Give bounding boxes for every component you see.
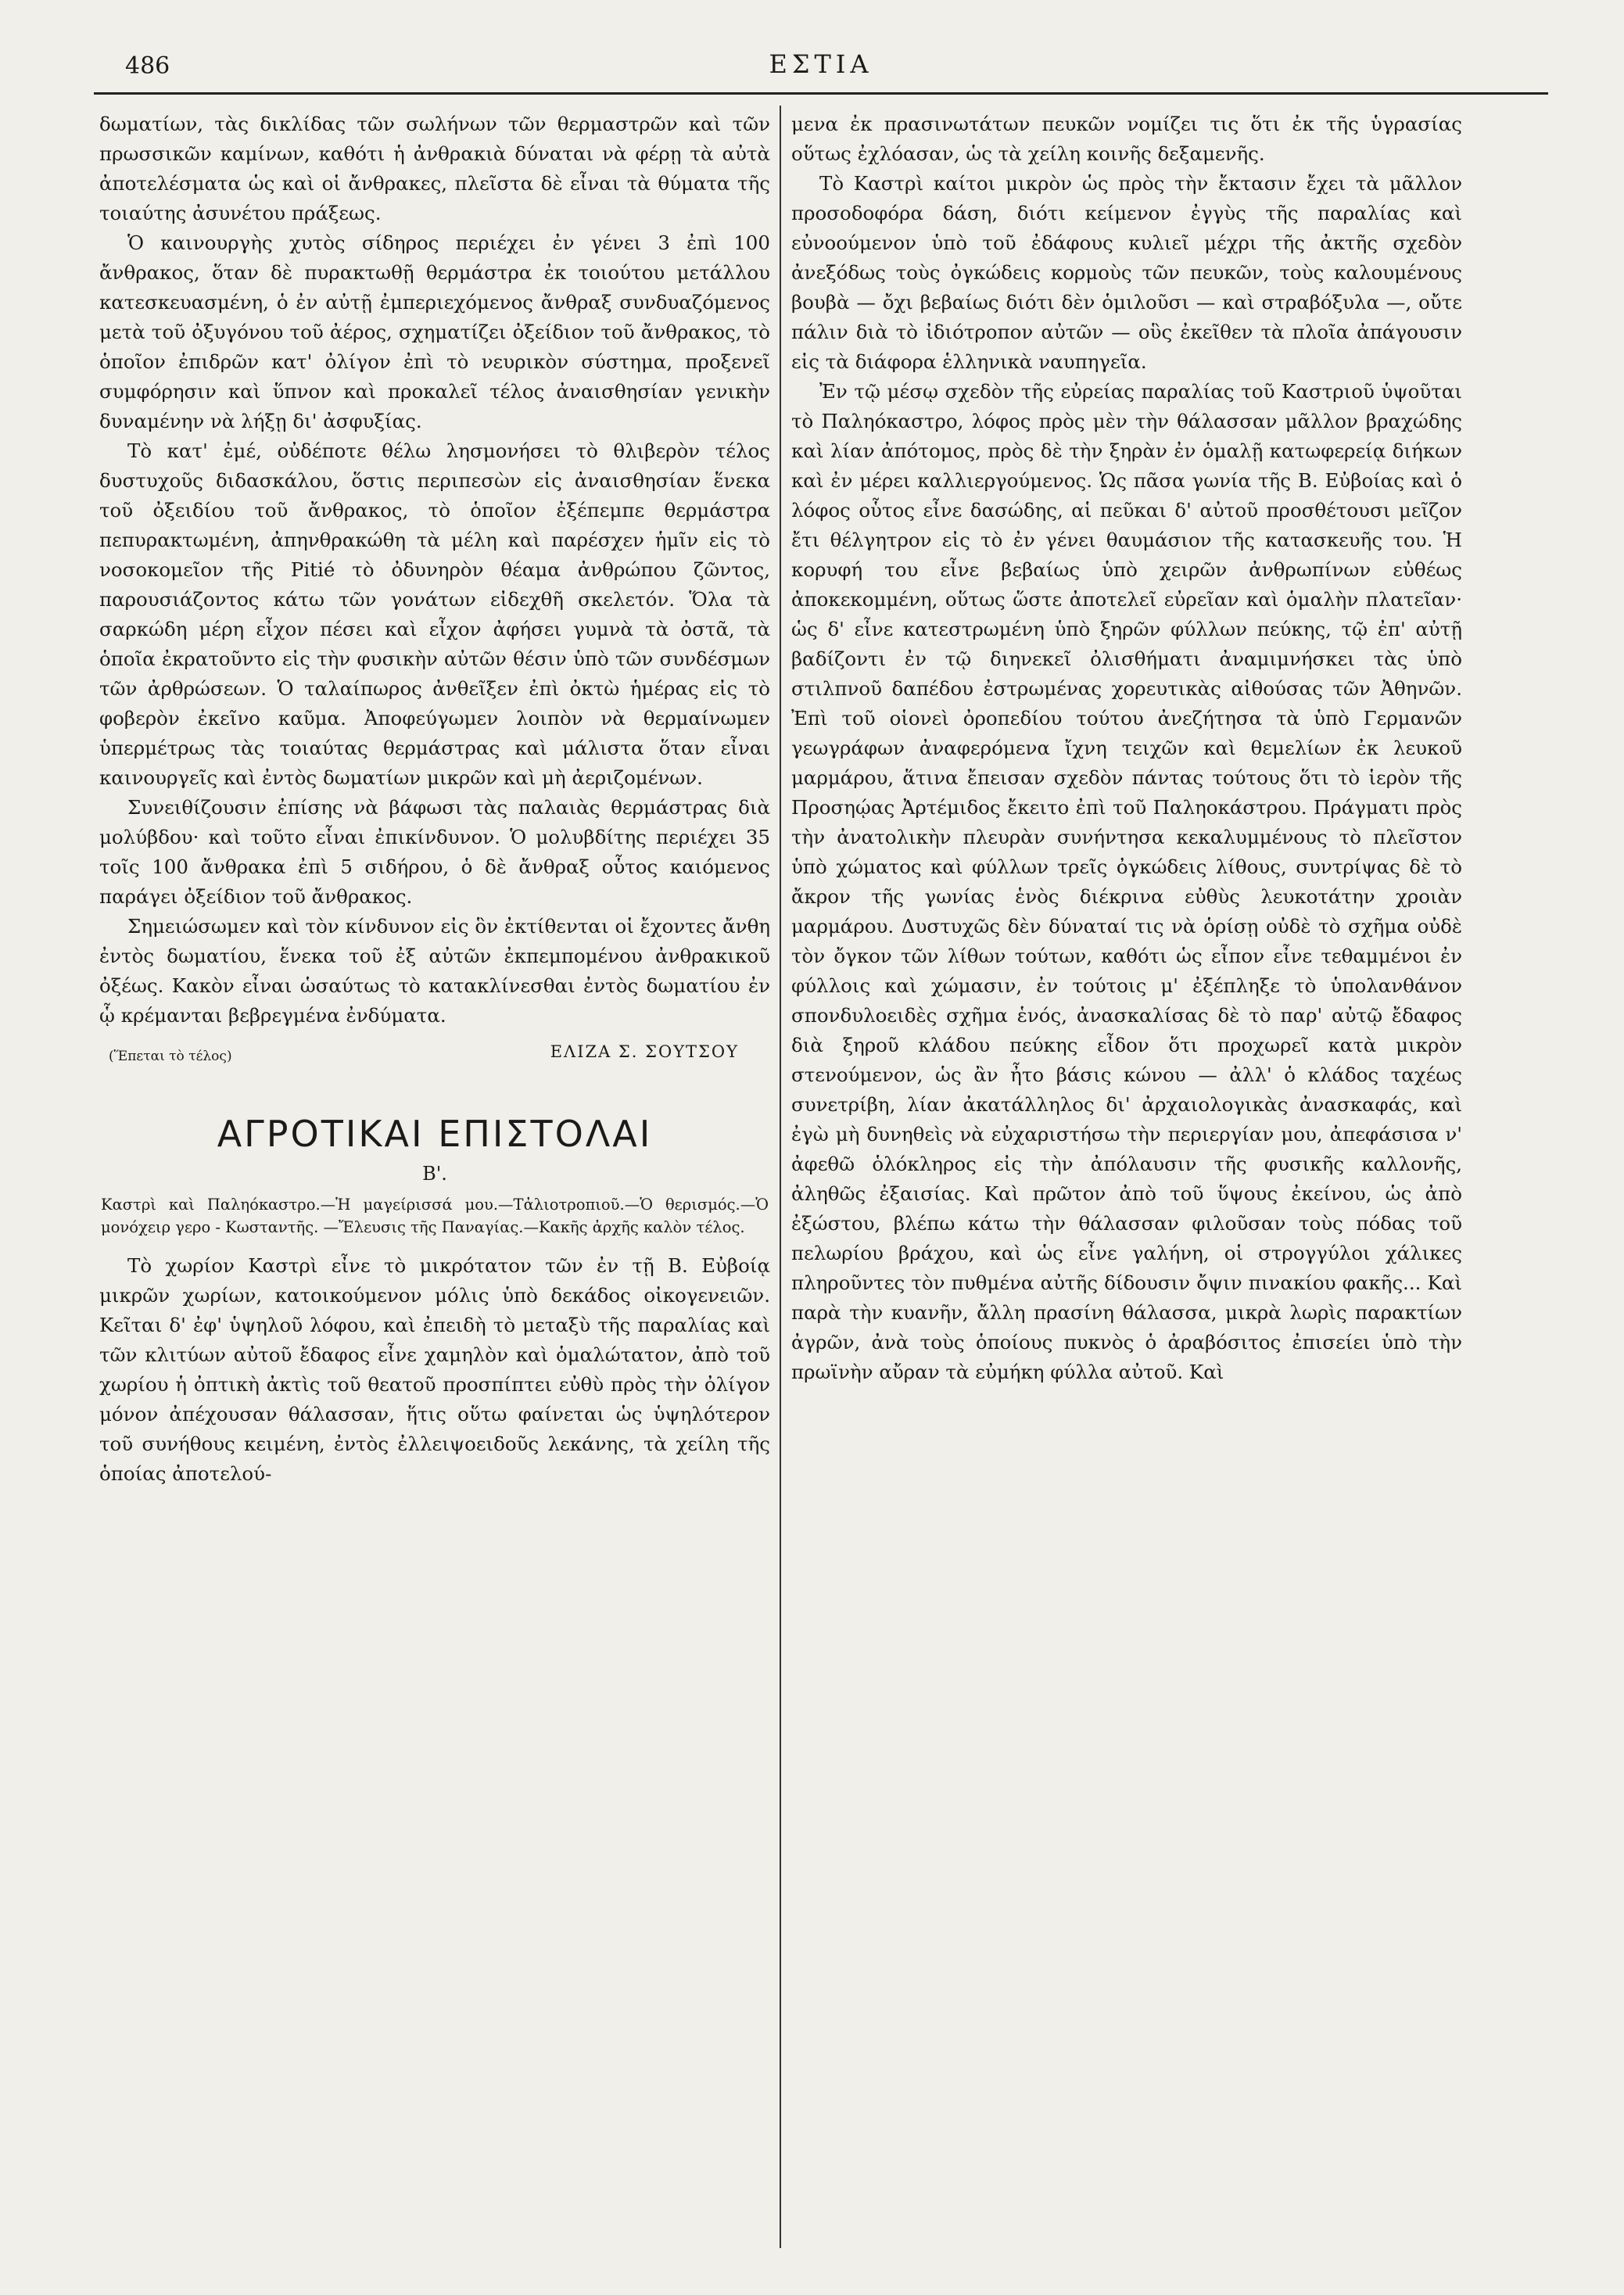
- paragraph: Ἐν τῷ μέσῳ σχεδὸν τῆς εὐρείας παραλίας τοῦ Καστριοῦ ὑψοῦται τὸ Παληόκαστρο, λόφος πρὸς μὲν τὴν θάλασσαν μᾶλλον βραχώδης καὶ λίαν ἀπότομος, πρὸς δὲ τὴν ξηρὰν ἐν ὁμαλῇ κατωφερείᾳ διήκων καὶ ἐν μέρει καλλιεργούμενος. Ὡς πᾶσα γωνία τῆς Β. Εὐβοίας καὶ ὁ λόφος οὗτος εἶνε δασώδης, αἱ πεῦκαι δ' αὐτοῦ προσθέτουσι μεῖζον ἔτι θέλγητρον εἰς τὸ ἐν γένει θαυμάσιον τῆς κατασκευῆς του. Ἡ κορυφή του εἶνε βεβαίως ὑπὸ χειρῶν ἀνθρωπίνων εὐθέως ἀποκεκομμένη, οὕτως ὥστε ἀποτελεῖ εὐρεῖαν καὶ ὁμαλὴν πλατεῖαν· ὡς δ' εἶνε κατεστρωμένη ὑπὸ ξηρῶν φύλλων πεύκης, τῷ ἐπ' αὐτῇ βαδίζοντι ἐν τῷ διηνεκεῖ ὀλισθήματι ἀναμιμνήσκει τὰς ὑπὸ στιλπνοῦ δαπέδου ἐστρωμένας χορευτικὰς αἰθούσας τῶν Ἀθηνῶν. Ἐπὶ τοῦ οἱονεὶ ὀροπεδίου τούτου ἀνεζήτησα τὰ ὑπὸ Γερμανῶν γεωγράφων ἀναφερόμενα ἴχνη τειχῶν καὶ θεμελίων ἐκ λευκοῦ μαρμάρου, ἅτινα ἔπεισαν σχεδὸν πάντας τούτους ὅτι τὸ ἱερὸν τῆς Προσηῴας Ἀρτέμιδος ἔκειτο ἐπὶ τοῦ Παληοκάστρου. Πράγματι πρὸς τὴν ἀνατολικὴν πλευρὰν συνήντησα κεκαλυμμένους τὸ πλεῖστον ὑπὸ χώματος καὶ φύλλων τρεῖς ὀγκώδεις λίθους, συντρίψας δὲ τὸ ἄκρον τῆς γωνίας ἑνὸς διέκρινα εὐθὺς λευκοτάτην χροιὰν μαρμάρου. Δυστυχῶς δὲν δύναταί τις νὰ ὁρίσῃ οὐδὲ τὸ σχῆμα οὐδὲ τὸν ὄγκον τῶν λίθων τούτων, καθότι ὡς εἶπον εἶνε τεθαμμένοι ἐν φύλλοις καὶ χώμασιν, ἐν τούτοις μ' ἐξέπληξε τὸ ὑπολανθάνον σπονδυλοειδὲς σχῆμα ἑνός, ἀνασκαλίσας δὲ τὸ παρ' αὐτῷ ἔδαφος διὰ ξηροῦ κλάδου πεύκης εἶδον ὅτι προχωρεῖ κατὰ μικρὸν στενούμενον, ὡς ἂν ἦτο βάσις κώνου — ἀλλ' ὁ κλάδος ταχέως συνετρίβη, λίαν ἀκατάλληλος δι' ἀρχαιολογικὰς ἀνασκαφάς, καὶ ἐγὼ μὴ δυνηθεὶς νὰ εὐχαριστήσω τὴν περιεργίαν μου, ἀπεφάσισα ν' ἀφεθῶ ὁλόκληρος εἰς τὴν ἀπόλαυσιν τῆς φυσικῆς καλλονῆς, ἀληθῶς ἐξαισίας. Καὶ πρῶτον ἀπὸ τοῦ ὕψους ἐκείνου, ὡς ἀπὸ ἐξώστου, βλέπω κάτω τὴν θάλασσαν φιλοῦσαν τοὺς πόδας τοῦ πελωρίου βράχου, καὶ ὡς εἶνε γαλήνη, οἱ στρογγύλοι χάλικες πληροῦντες τὸν πυθμένα αὐτῆς δίδουσιν ὄψιν πινακίου φακῆς... Καὶ παρὰ τὴν κυανῆν, ἄλλη πρασίνη θάλασσα, μικρὰ λωρὶς παρακτίων ἀγρῶν, ἀνὰ τοὺς ὁποίους πυκνὸς ὁ ἀραβόσιτος ἐπισείει ὑπὸ τὴν πρωϊνὴν αὔραν τὰ εὐμήκη φύλλα αὐτοῦ. Καὶ: [791, 380, 1462, 1383]
- page-number: 486: [125, 52, 170, 80]
- right-column: [791, 109, 1462, 2244]
- paragraph: Συνειθίζουσιν ἐπίσης νὰ βάφωσι τὰς παλαιὰς θερμάστρας διὰ μολύβδου· καὶ τοῦτο εἶναι ἐπικίνδυνον. Ὁ μολυβδίτης περιέχει 35 τοῖς 100 ἄνθρακα ἐπὶ 5 σιδήρου, ὁ δὲ ἄνθραξ οὗτος καιόμενος παράγει ὀξείδιον τοῦ ἄνθρακος.: [99, 796, 770, 908]
- section-title: ΑΓΡΟΤΙΚΑΙ ΕΠΙΣΤΟΛΑΙ: [217, 1113, 653, 1155]
- article-signature: [99, 1035, 770, 1067]
- continuation-note: (Ἕπεται τὸ τέλος): [109, 1049, 232, 1064]
- article-paragraph: Τὸ χωρίον Καστρὶ εἶνε τὸ μικρότατον τῶν ἐν τῇ Β. Εὐβοίᾳ μικρῶν χωρίων, κατοικούμενον μόλις ὑπὸ δεκάδος οἰκογενειῶν. Κεῖται δ' ἐφ' ὑψηλοῦ λόφου, καὶ ἐπειδὴ τὸ μεταξὺ τῆς παραλίας καὶ τῶν κλιτύων αὐτοῦ ἔδαφος εἶνε χαμηλὸν καὶ ὁμαλώτατον, ἀπὸ τοῦ χωρίου ἡ ὀπτικὴ ἀκτὶς τοῦ θεατοῦ προσπίπτει εὐθὺ πρὸς τὴν ὀλίγον μόνον ἀπέχουσαν θάλασσαν, ἥτις οὕτω φαίνεται ὡς ὑψηλότερον τοῦ συνήθους κειμένη, ἐντὸς ἐλλειψοειδοῦς λεκάνης, τὰ χείλη τῆς ὁποίας ἀποτελού-: [99, 1254, 770, 1485]
- section-number: Β'.: [422, 1163, 447, 1185]
- header-rule: [94, 92, 1548, 95]
- page-header: [94, 43, 1548, 90]
- paragraph: Ὁ καινουργὴς χυτὸς σίδηρος περιέχει ἐν γένει 3 ἐπὶ 100 ἄνθρακος, ὅταν δὲ πυρακτωθῇ θερμάστρα ἐκ τοιούτου μετάλλου κατεσκευασμένη, ὁ ἐν αὐτῇ ἐμπεριεχόμενος ἄνθραξ συνδυαζόμενος μετὰ τοῦ ὀξυγόνου τοῦ ἀέρος, σχηματίζει ὀξείδιον τοῦ ἄνθρακος, τὸ ὁποῖον ἐπιδρῶν κατ' ὀλίγον ἐπὶ τὸ νευρικὸν σύστημα, προξενεῖ συμφόρησιν καὶ ὕπνον καὶ προκαλεῖ τέλος ἀναισθησίαν γενικὴν δυναμένην νὰ λήξῃ δι' ἀσφυξίας.: [99, 231, 770, 432]
- paragraph: Τὸ Καστρὶ καίτοι μικρὸν ὡς πρὸς τὴν ἔκτασιν ἔχει τὰ μᾶλλον προσοδοφόρα δάση, διότι κείμενον ἐγγὺς τῆς παραλίας καὶ εὐνοούμενον ὑπὸ τοῦ ἐδάφους κυλιεῖ μέχρι τῆς ἀκτῆς σχεδὸν ἀνεξόδως τοὺς ὀγκώδεις κορμοὺς τῶν πευκῶν, τοὺς καλουμένους βουβὰ — ὄχι βεβαίως διότι δὲν ὁμιλοῦσι — καὶ στραβόξυλα —, οὔτε πάλιν διὰ τὸ ἰδιότροπον αὐτῶν — οὓς ἐκεῖθεν τὰ πλοῖα ἀπάγουσιν εἰς τὰ διάφορα ἑλληνικὰ ναυπηγεῖα.: [791, 172, 1462, 373]
- paragraph: Σημειώσωμεν καὶ τὸν κίνδυνον εἰς ὃν ἐκτίθενται οἱ ἔχοντες ἄνθη ἐντὸς δωματίου, ἕνεκα τοῦ ἐξ αὐτῶν ἐκπεμπομένου ἀνθρακικοῦ ὀξέως. Κακὸν εἶναι ὡσαύτως τὸ κατακλίνεσθαι ἐντὸς δωματίου ἐν ᾧ κρέμανται βεβρεγμένα ἐνδύματα.: [99, 915, 770, 1027]
- section-summary: Καστρὶ καὶ Παληόκαστρο.—Ἡ μαγείρισσά μου.—Τἀλιοτροπιοῦ.—Ὁ θερισμός.—Ὁ μονόχειρ γερο - Κωσταντῆς. —Ἔλευσις τῆς Παναγίας.—Κακῆς ἀρχῆς καλὸν τέλος.: [101, 1196, 769, 1236]
- left-column: [99, 109, 770, 2244]
- author-name: ΕΛΙΖΑ Σ. ΣΟΥΤΣΟΥ: [550, 1042, 739, 1061]
- column-divider: [780, 106, 781, 2248]
- paragraph: Τὸ κατ' ἐμέ, οὐδέποτε θέλω λησμονήσει τὸ θλιβερὸν τέλος δυστυχοῦς διδασκάλου, ὅστις περιπεσὼν εἰς ἀναισθησίαν ἕνεκα τοῦ ὀξειδίου τοῦ ἄνθρακος, τὸ ὁποῖον ἐξέπεμπε θερμάστρα πεπυρακτωμένη, ἀπηνθρακώθη τὰ μέλη καὶ παρέσχεν ἡμῖν εἰς τὸ νοσοκομεῖον τῆς Pitié τὸ ὀδυνηρὸν θέαμα ἀνθρώπου ζῶντος, παρουσιάζοντος κάτω τῶν γονάτων εἰδεχθῆ σκελετόν. Ὅλα τὰ σαρκώδη μέρη εἶχον πέσει καὶ εἶχον ἀφήσει γυμνὰ τὰ ὀστᾶ, τὰ ὁποῖα ἐκρατοῦντο εἰς τὴν φυσικὴν αὐτῶν θέσιν ὑπὸ τῶν συνδέσμων τῶν ἀρθρώσεων. Ὁ ταλαίπωρος ἀνθεῖξεν ἐπὶ ὀκτὼ ἡμέρας εἰς τὸ φοβερὸν ἐκεῖνο καῦμα. Ἀποφεύγωμεν λοιπὸν νὰ θερμαίνωμεν ὑπερμέτρως τὰς τοιαύτας θερμάστρας καὶ μάλιστα ὅταν εἶναι καινουργεῖς καὶ ἐντὸς δωματίων μικρῶν καὶ μὴ ἀεριζομένων.: [99, 439, 770, 789]
- running-title: ΕΣΤΙΑ: [769, 49, 873, 79]
- paragraph: μενα ἐκ πρασινωτάτων πευκῶν νομίζει τις ὅτι ἐκ τῆς ὑγρασίας οὕτως ἐχλόασαν, ὡς τὰ χείλη κοινῆς δεξαμενῆς.: [791, 113, 1462, 165]
- paragraph: δωματίων, τὰς δικλίδας τῶν σωλήνων τῶν θερμαστρῶν καὶ τῶν πρωσσικῶν καμίνων, καθότι ἡ ἀνθρακιὰ δύναται νὰ φέρῃ τὰ αὐτὰ ἀποτελέσματα ὡς καὶ οἱ ἄνθρακες, πλεῖστα δὲ εἶναι τὰ θύματα τῆς τοιαύτης ἀσυνέτου πράξεως.: [99, 113, 770, 224]
